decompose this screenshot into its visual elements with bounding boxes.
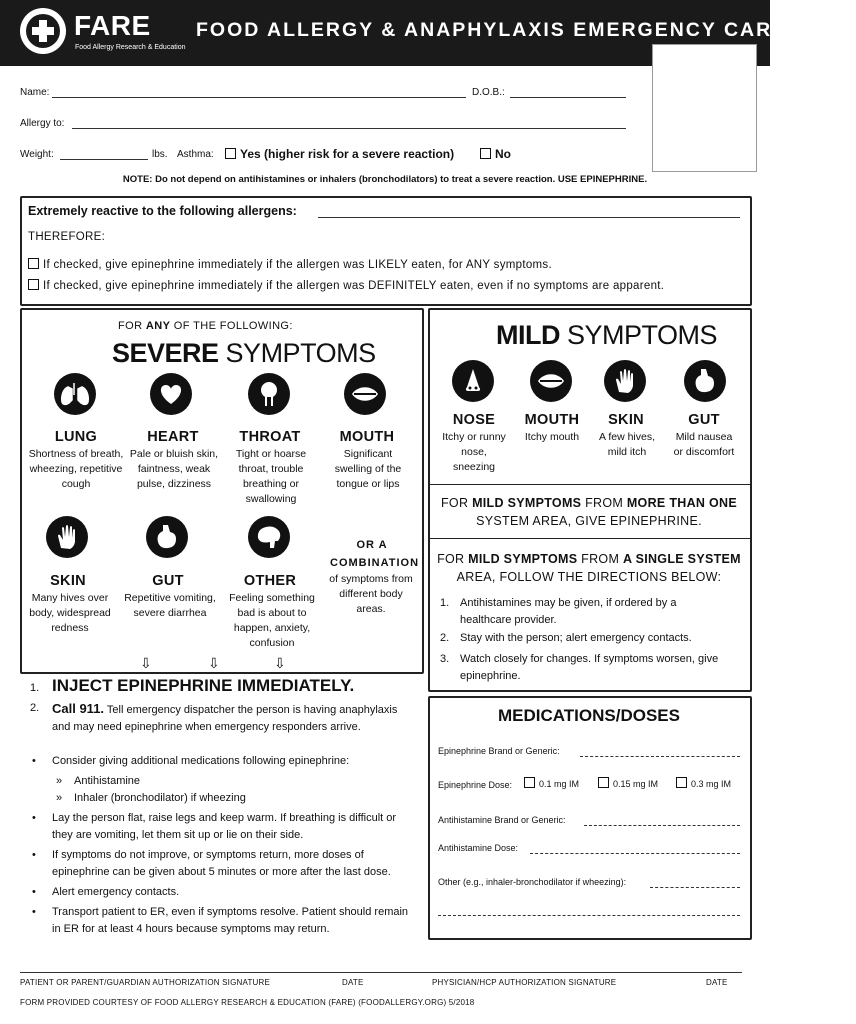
alert-contacts-text: Alert emergency contacts. bbox=[52, 886, 180, 898]
dose-checkbox[interactable] bbox=[676, 777, 687, 788]
name-label: Name: bbox=[20, 87, 50, 98]
down-arrow-icon: ⇩ bbox=[208, 655, 220, 671]
weight-label: Weight: bbox=[20, 149, 54, 160]
mild-mouth-label: MOUTH bbox=[524, 412, 580, 428]
anti-dose-label: Antihistamine Dose: bbox=[438, 843, 519, 853]
severe-throat-label: THROAT bbox=[239, 429, 301, 445]
consider-meds-text: Consider giving additional medications following epinephrine: bbox=[52, 755, 350, 767]
other-meds-field-2[interactable] bbox=[438, 904, 740, 916]
severe-other-desc: Feeling something bad is about to happen, anxiety, confusion bbox=[229, 592, 315, 649]
physician-signature-label: PHYSICIAN/HCP AUTHORIZATION SIGNATURE bbox=[432, 978, 617, 987]
mild-divider bbox=[428, 484, 750, 485]
bullet: • bbox=[32, 849, 36, 861]
mild-mouth-desc: Itchy mouth bbox=[524, 431, 580, 443]
photo-box[interactable] bbox=[652, 44, 757, 172]
severe-lung-label: LUNG bbox=[54, 429, 98, 445]
antihistamine-text: Antihistamine bbox=[74, 775, 141, 787]
dose-checkbox[interactable] bbox=[598, 777, 609, 788]
logo-cross bbox=[32, 27, 54, 35]
other-meds-field[interactable] bbox=[650, 876, 740, 888]
severe-mouth-desc: Significant swelling of the tongue or lips bbox=[334, 448, 402, 490]
bullet: • bbox=[32, 755, 36, 767]
severe-heart-label: HEART bbox=[147, 429, 199, 445]
lay-flat-text: Lay the person flat, raise legs and keep warm. If breathing is difficult or they are vomiting, let them sit up or lie on their side. bbox=[52, 812, 397, 841]
asthma-no-checkbox[interactable] bbox=[480, 148, 491, 159]
severe-other-label: OTHER bbox=[243, 573, 297, 589]
mouth-icon bbox=[530, 360, 572, 402]
sub-bullet: » bbox=[56, 775, 63, 787]
transport-text: Transport patient to ER, even if symptoms resolve. Patient should remain in ER for at least 4 hours because symptoms may return. bbox=[52, 906, 409, 935]
definitely-option[interactable] bbox=[28, 279, 664, 293]
severe-skin-desc: Many hives over body, widespread redness bbox=[29, 592, 111, 634]
date-label: DATE bbox=[342, 978, 364, 987]
severe-heart-desc: Pale or bluish skin, faintness, weak pulse, dizziness bbox=[129, 448, 219, 490]
mild-nose-label: NOSE bbox=[452, 412, 496, 428]
dose-option-3[interactable]: 0.3 mg IM bbox=[676, 777, 731, 790]
severe-gut-desc: Repetitive vomiting, severe diarrhea bbox=[124, 592, 216, 619]
bullet: • bbox=[32, 812, 36, 824]
mild-step-3: Watch closely for changes. If symptoms worsen, give epinephrine. bbox=[460, 653, 719, 682]
anti-brand-label: Antihistamine Brand or Generic: bbox=[438, 815, 566, 825]
medications-title: MEDICATIONS/DOSES bbox=[498, 706, 680, 725]
asthma-label: Asthma: bbox=[177, 149, 214, 160]
severe-gut-label: GUT bbox=[152, 573, 184, 589]
mild-title: MILD SYMPTOMS bbox=[496, 320, 718, 350]
mild-gut-desc: Mild nausea or discomfort bbox=[673, 431, 735, 458]
asthma-yes-option[interactable] bbox=[225, 145, 454, 163]
inhaler-text: Inhaler (bronchodilator) if wheezing bbox=[74, 792, 246, 804]
skin-hand-icon bbox=[604, 360, 646, 402]
note-text: NOTE: Do not depend on antihistamines or inhalers (bronchodilators) to treat a severe reaction. USE EPINEPHRINE. bbox=[122, 174, 648, 185]
mild-divider bbox=[428, 538, 750, 539]
mild-gut-label: GUT bbox=[688, 412, 720, 428]
combination-desc: of symptoms from different body areas. bbox=[329, 573, 413, 615]
skin-hand-icon bbox=[46, 516, 88, 558]
combination-label: OR A COMBINATION bbox=[330, 539, 420, 569]
inject-heading: INJECT EPINEPHRINE IMMEDIATELY. bbox=[52, 676, 355, 695]
step-number: 3. bbox=[440, 653, 450, 665]
mild-nose-desc: Itchy or runny nose, sneezing bbox=[442, 431, 506, 473]
bullet: • bbox=[32, 906, 36, 918]
bullet: • bbox=[32, 886, 36, 898]
step-number: 2. bbox=[440, 632, 450, 644]
logo-subtitle: Food Allergy Research & Education bbox=[75, 44, 186, 51]
asthma-no-label: No bbox=[495, 147, 511, 161]
down-arrow-icon: ⇩ bbox=[274, 655, 286, 671]
asthma-no-option[interactable] bbox=[480, 145, 511, 163]
lung-icon bbox=[54, 373, 96, 415]
mild-step-2: Stay with the person; alert emergency contacts. bbox=[460, 632, 692, 644]
heart-icon bbox=[150, 373, 192, 415]
allergy-field[interactable] bbox=[72, 117, 626, 129]
throat-icon bbox=[248, 373, 290, 415]
step-number: 1. bbox=[30, 682, 40, 694]
therefore-label: THEREFORE: bbox=[28, 231, 106, 243]
asthma-yes-label: Yes (higher risk for a severe reaction) bbox=[240, 147, 455, 161]
gut-icon bbox=[146, 516, 188, 558]
mild-single-instruction: FOR MILD SYMPTOMS FROM A SINGLE SYSTEM AREA, FOLLOW THE DIRECTIONS BELOW: bbox=[437, 552, 741, 584]
severe-lung-desc: Shortness of breath, wheezing, repetitive cough bbox=[28, 448, 124, 490]
severe-mouth-label: MOUTH bbox=[339, 429, 395, 445]
epi-dose-label: Epinephrine Dose: bbox=[438, 780, 513, 790]
nose-icon bbox=[452, 360, 494, 402]
anti-dose-field[interactable] bbox=[530, 842, 740, 854]
epi-brand-label: Epinephrine Brand or Generic: bbox=[438, 746, 560, 756]
reactive-label: Extremely reactive to the following allergens: bbox=[28, 204, 297, 218]
anti-brand-field[interactable] bbox=[584, 814, 740, 826]
dose-option-2[interactable]: 0.15 mg IM bbox=[598, 777, 658, 790]
step-number: 2. bbox=[30, 702, 40, 714]
patient-signature-label: PATIENT OR PARENT/GUARDIAN AUTHORIZATION SIGNATURE bbox=[20, 978, 271, 987]
likely-option[interactable] bbox=[28, 258, 552, 272]
epi-brand-field[interactable] bbox=[580, 745, 740, 757]
allergens-field[interactable] bbox=[318, 206, 740, 218]
date-label: DATE bbox=[706, 978, 728, 987]
dob-label: D.O.B.: bbox=[472, 87, 505, 98]
severe-title: SEVERE SYMPTOMS bbox=[112, 338, 376, 368]
mild-skin-label: SKIN bbox=[608, 412, 644, 428]
logo-text: FARE bbox=[74, 10, 151, 41]
asthma-yes-checkbox[interactable] bbox=[225, 148, 236, 159]
dose-checkbox[interactable] bbox=[524, 777, 535, 788]
page-title: FOOD ALLERGY & ANAPHYLAXIS EMERGENCY CARE PLAN bbox=[196, 19, 856, 41]
more-doses-text: If symptoms do not improve, or symptoms return, more doses of epinephrine can be given about 5 minutes or more after the last dose. bbox=[52, 849, 391, 878]
sub-bullet: » bbox=[56, 792, 63, 804]
mild-skin-desc: A few hives, mild itch bbox=[598, 431, 656, 458]
dose-option-1[interactable]: 0.1 mg IM bbox=[524, 777, 579, 790]
name-field[interactable] bbox=[52, 86, 466, 98]
call-911-text: Call 911. Tell emergency dispatcher the person is having anaphylaxis and may need epinephrine when emergency responders arrive. bbox=[52, 701, 398, 733]
severe-throat-desc: Tight or hoarse throat, trouble breathing or swallowing bbox=[235, 448, 307, 505]
mild-step-1: Antihistamines may be given, if ordered by a healthcare provider. bbox=[460, 597, 677, 626]
step-number: 1. bbox=[440, 597, 450, 609]
mild-multi-instruction: FOR MILD SYMPTOMS FROM MORE THAN ONE SYSTEM AREA, GIVE EPINEPHRINE. bbox=[441, 496, 737, 528]
weight-field[interactable] bbox=[60, 148, 148, 160]
mouth-icon bbox=[344, 373, 386, 415]
courtesy-text: FORM PROVIDED COURTESY OF FOOD ALLERGY RESEARCH & EDUCATION (FARE) (FOODALLERGY.ORG) 5/2018 bbox=[20, 998, 475, 1007]
dob-field[interactable] bbox=[510, 86, 626, 98]
down-arrow-icon: ⇩ bbox=[140, 655, 152, 671]
likely-checkbox[interactable] bbox=[28, 258, 39, 269]
severe-prefix: FOR ANY OF THE FOLLOWING: bbox=[118, 320, 293, 332]
lbs-label: lbs. bbox=[152, 149, 168, 160]
definitely-text: If checked, give epinephrine immediately if the allergen was DEFINITELY eaten, even if no symptoms are apparent. bbox=[43, 280, 665, 292]
other-meds-label: Other (e.g., inhaler-bronchodilator if wheezing): bbox=[438, 877, 627, 887]
severe-skin-label: SKIN bbox=[50, 573, 86, 589]
gut-icon bbox=[684, 360, 726, 402]
signature-line[interactable] bbox=[20, 972, 742, 973]
likely-text: If checked, give epinephrine immediately if the allergen was LIKELY eaten, for ANY symptoms. bbox=[43, 259, 552, 271]
definitely-checkbox[interactable] bbox=[28, 279, 39, 290]
brain-icon bbox=[248, 516, 290, 558]
allergy-label: Allergy to: bbox=[20, 118, 65, 129]
